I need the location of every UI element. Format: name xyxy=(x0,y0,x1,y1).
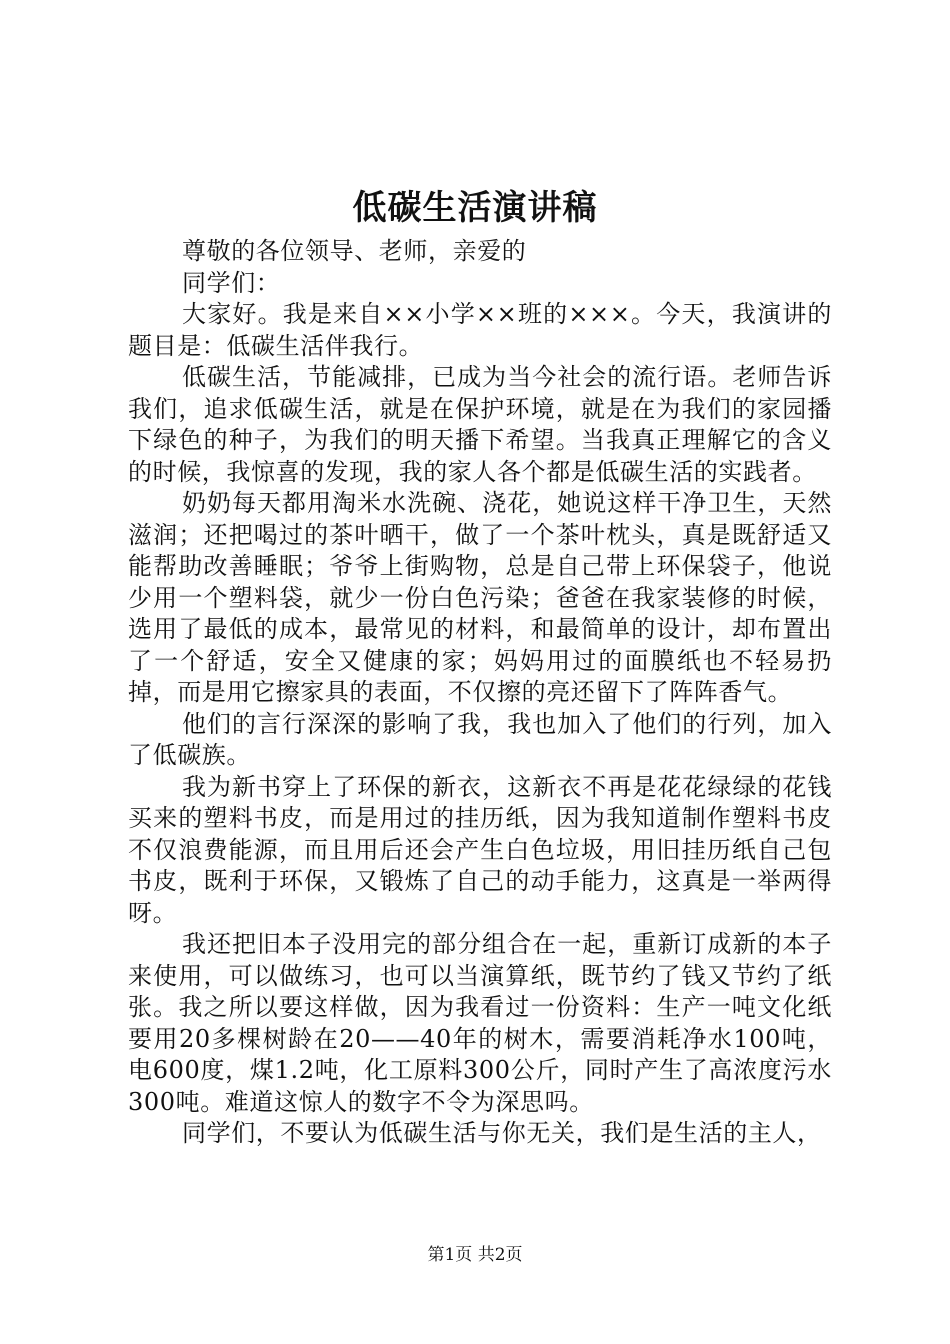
paragraph-low-carbon: 低碳生活，节能减排，已成为当今社会的流行语。老师告诉我们，追求低碳生活，就是在保护环境，就是在为我们的家园播下绿色的种子，为我们的明天播下希望。当我真正理解它的含义的时候，我惊喜的发现，我的家人各个都是低碳生活的实践者。 xyxy=(128,363,832,486)
document-body xyxy=(128,236,832,1150)
paragraph-salutation-2: 同学们： xyxy=(182,268,281,297)
paragraph-book-cover: 我为新书穿上了环保的新衣，这新衣不再是花花绿绿的花钱买来的塑料书皮，而是用过的挂历纸，因为我知道制作塑料书皮不仅浪费能源，而且用后还会产生白色垃圾，用旧挂历纸自己包书皮，既利于环保，又锻炼了自己的动手能力，这真是一举两得呀。 xyxy=(128,772,832,927)
paragraph-closing: 同学们，不要认为低碳生活与你无关，我们是生活的主人， xyxy=(182,1119,822,1147)
page-footer: 第1页 共2页 xyxy=(427,1245,523,1265)
paragraph-intro: 大家好。我是来自××小学××班的×××。今天，我演讲的题目是：低碳生活伴我行。 xyxy=(128,300,832,360)
paragraph-salutation-1: 尊敬的各位领导、老师，亲爱的 xyxy=(182,237,527,265)
paragraph-notebook: 我还把旧本子没用完的部分组合在一起，重新订成新的本子来使用，可以做练习，也可以当演算纸，既节约了钱又节约了纸张。我之所以要这样做，因为我看过一份资料：生产一吨文化纸要用20多棵树龄在20——40年的树木，需要消耗净水100吨，电600度，煤1.2吨，化工原料300公斤，同时产生了高浓度污水300吨。难道这惊人的数字不令为深思吗。 xyxy=(128,930,832,1116)
document-title: 低碳生活演讲稿 xyxy=(352,188,598,228)
paragraph-family: 奶奶每天都用淘米水洗碗、浇花，她说这样干净卫生，天然滋润；还把喝过的茶叶晒干，做了一个茶叶枕头，真是既舒适又能帮助改善睡眠；爷爷上街购物，总是自己带上环保袋子，他说少用一个塑料袋，就少一份白色污染；爸爸在我家装修的时候，选用了最低的成本，最常见的材料，和最简单的设计，却布置出了一个舒适，安全又健康的家；妈妈用过的面膜纸也不轻易扔掉，而是用它擦家具的表面，不仅擦的亮还留下了阵阵香气。 xyxy=(128,489,832,706)
paragraph-influence: 他们的言行深深的影响了我，我也加入了他们的行列，加入了低碳族。 xyxy=(128,709,832,769)
